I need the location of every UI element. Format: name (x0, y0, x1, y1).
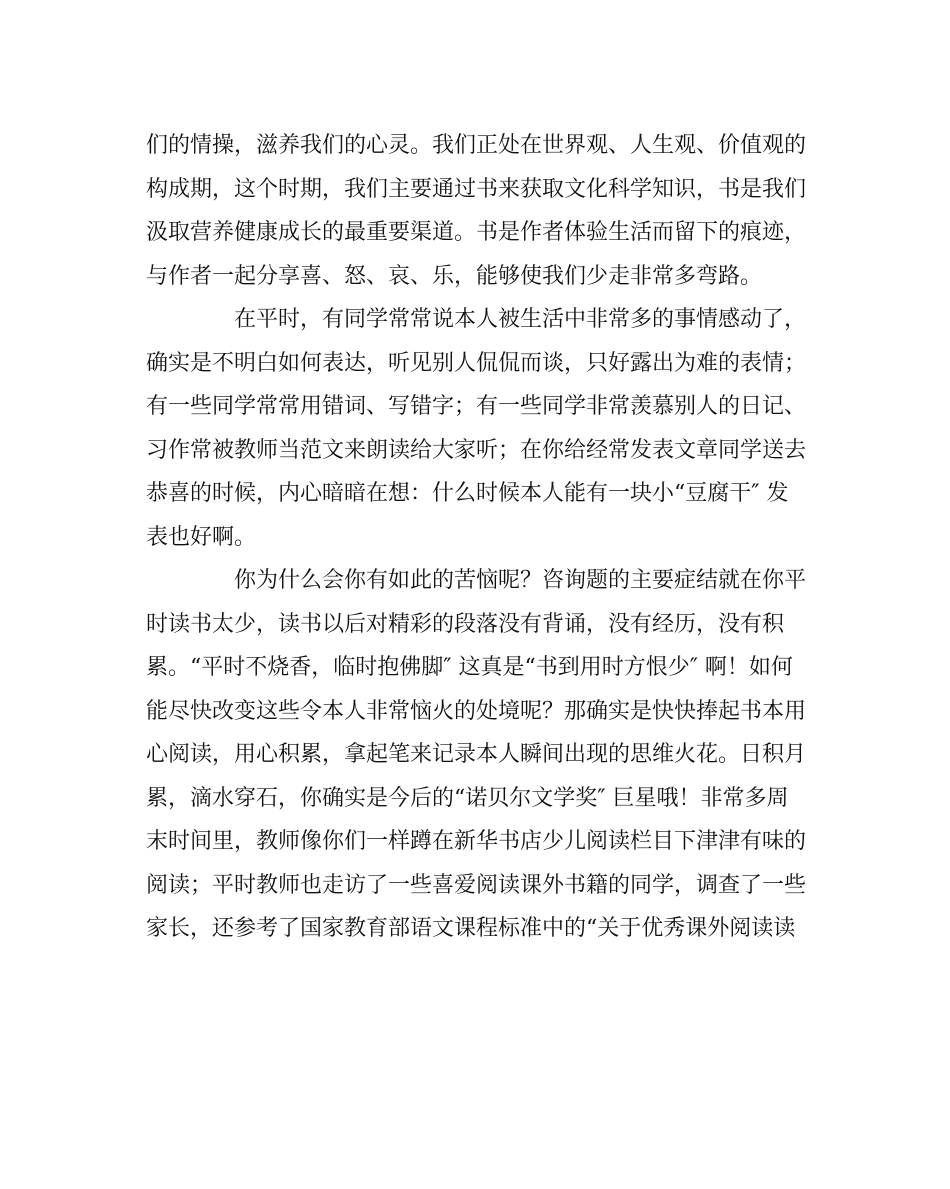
text-line: 构成期，这个时期，我们主要通过书来获取文化科学知识，书是我们 (146, 176, 807, 202)
text-line: 们的情操，滋养我们的心灵。我们正处在世界观、人生观、价值观的 (146, 133, 807, 158)
text-line: 末时间里，教师像你们一样蹲在新华书店少儿阅读栏目下津津有味的 (146, 829, 807, 854)
text-line: 汲取营养健康成长的最重要渠道。书是作者体验生活而留下的痕迹， (146, 220, 807, 245)
text-line: 与作者一起分享喜、怒、哀、乐，能够使我们少走非常多弯路。 (146, 263, 763, 289)
text-line: 累，滴水穿石，你确实是今后的“诺贝尔文学奖″ 巨星哦！非常多周 (146, 785, 789, 811)
text-line: 能尽快改变这些令本人非常恼火的处境呢？那确实是快快捧起书本用 (146, 698, 807, 724)
text-line: 心阅读，用心积累，拿起笔来记录本人瞬间出现的思维火花。日积月 (146, 742, 807, 767)
text-line: 时读书太少，读书以后对精彩的段落没有背诵，没有经历，没有积 (146, 611, 785, 637)
text-line: 确实是不明白如何表达，听见别人侃侃而谈，只好露出为难的表情； (146, 350, 807, 376)
body-text (146, 124, 806, 951)
text-line: 阅读；平时教师也走访了一些喜爱阅读课外书籍的同学，调查了一些 (146, 872, 807, 898)
text-line: 有一些同学常常用错词、写错字；有一些同学非常羡慕别人的日记、 (146, 394, 807, 419)
paragraph-start-line: 在平时，有同学常常说本人被生活中非常多的事情感动了， (234, 307, 807, 332)
text-line: 习作常被教师当范文来朗读给大家听；在你给经常发表文章同学送去 (146, 437, 807, 463)
text-line: 表也好啊。 (146, 524, 257, 550)
text-line: 恭喜的时候，内心暗暗在想：什么时候本人能有一块小“豆腐干″ 发 (146, 481, 789, 506)
text-line: 累。“平时不烧香，临时抱佛脚″ 这真是“书到用时方恨少″ 啊！如何 (146, 655, 793, 680)
paragraph-start-line: 你为什么会你有如此的苦恼呢？咨询题的主要症结就在你平 (234, 568, 807, 593)
text-line: 家长，还参考了国家教育部语文课程标准中的“关于优秀课外阅读读 (146, 916, 796, 941)
